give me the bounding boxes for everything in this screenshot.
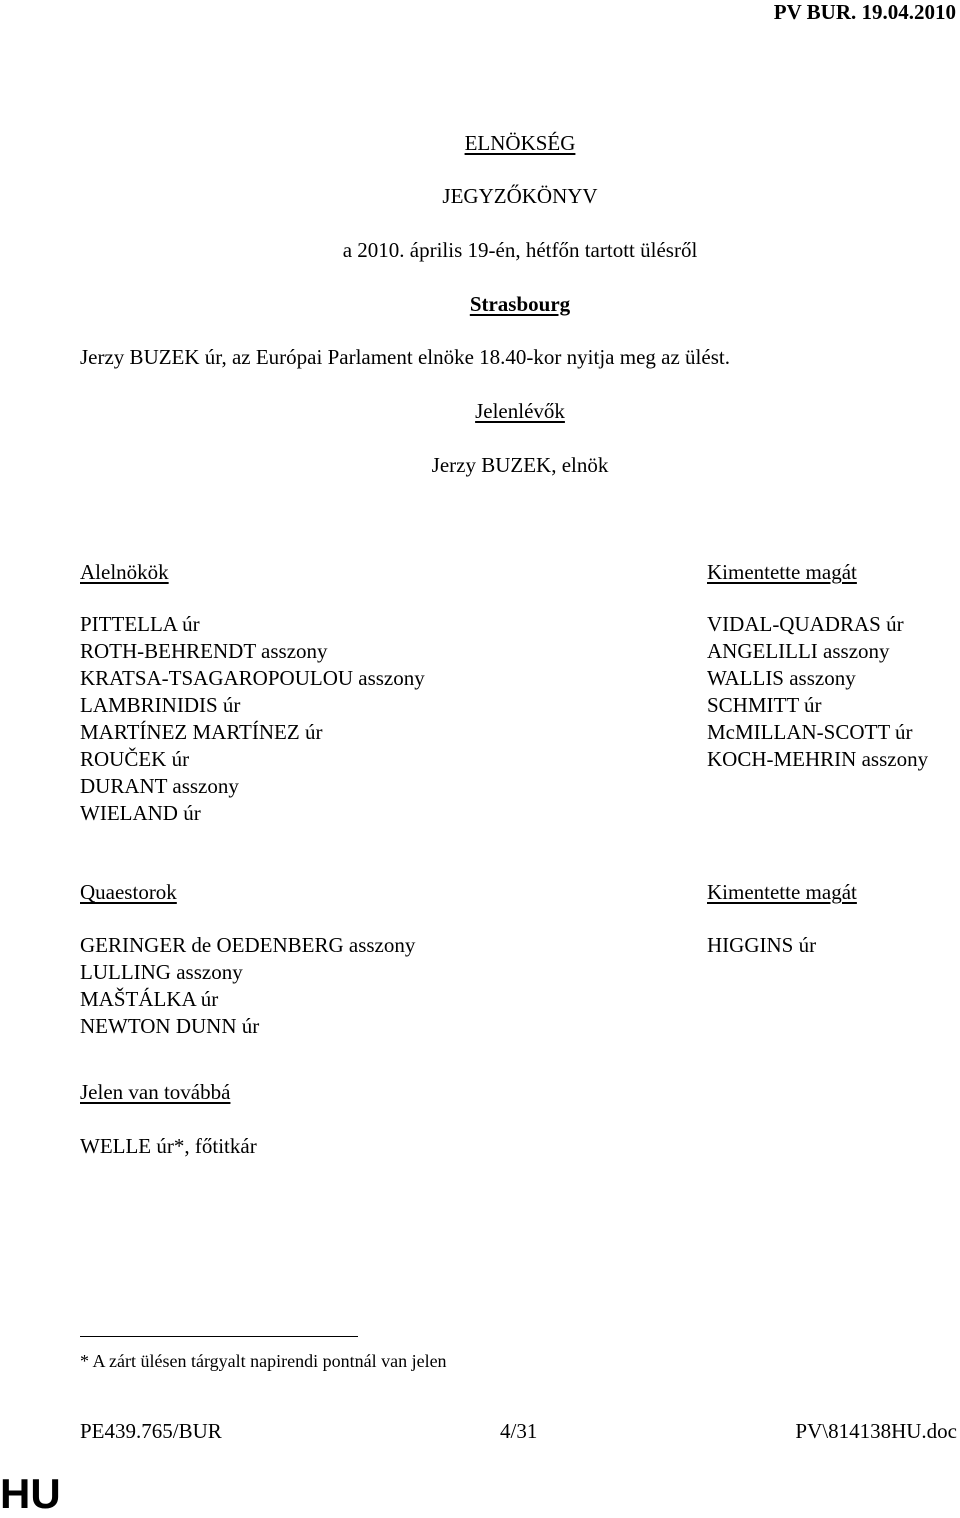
quaestors-excused-heading: Kimentette magát bbox=[707, 880, 857, 904]
list-item: KOCH-MEHRIN asszony bbox=[707, 747, 929, 771]
document-type: JEGYZŐKÖNYV bbox=[442, 184, 598, 208]
list-item: LAMBRINIDIS úr bbox=[80, 693, 241, 717]
list-item: WALLIS asszony bbox=[707, 666, 856, 690]
list-item: NEWTON DUNN úr bbox=[80, 1014, 260, 1038]
quaestors-heading: Quaestorok bbox=[80, 880, 177, 904]
list-item: LULLING asszony bbox=[80, 960, 243, 984]
footer-document-number: PE439.765/BUR bbox=[80, 1419, 222, 1443]
vice-presidents-heading: Alelnökök bbox=[80, 560, 169, 584]
meeting-date: a 2010. április 19-én, hétfőn tartott ülésről bbox=[342, 238, 698, 262]
language-code: HU bbox=[0, 1470, 61, 1517]
list-item: KRATSA-TSAGAROPOULOU asszony bbox=[80, 666, 425, 690]
list-item: MAŠTÁLKA úr bbox=[80, 987, 219, 1011]
list-item: DURANT asszony bbox=[80, 774, 239, 798]
list-item: SCHMITT úr bbox=[707, 693, 822, 717]
footnote: * A zárt ülésen tárgyalt napirendi pontnál van jelen bbox=[80, 1351, 447, 1371]
opening-statement: Jerzy BUZEK úr, az Európai Parlament elnöke 18.40-kor nyitja meg az ülést. bbox=[80, 345, 730, 369]
list-item: PITTELLA úr bbox=[80, 612, 200, 636]
list-item: MARTÍNEZ MARTÍNEZ úr bbox=[80, 720, 323, 744]
footnote-divider bbox=[80, 1336, 358, 1337]
header-reference: PV BUR. 19.04.2010 bbox=[773, 0, 956, 24]
vice-presidents-list bbox=[80, 611, 425, 827]
list-item: GERINGER de OEDENBERG asszony bbox=[80, 933, 416, 957]
vice-presidents-excused-list bbox=[707, 611, 928, 773]
list-item: VIDAL-QUADRAS úr bbox=[707, 612, 904, 636]
footer-page-number: 4/31 bbox=[500, 1419, 538, 1443]
footer-file-name: PV\814138HU.doc bbox=[795, 1419, 957, 1443]
quaestors-list bbox=[80, 932, 415, 1040]
list-item: WIELAND úr bbox=[80, 801, 201, 825]
present-heading: Jelenlévők bbox=[475, 399, 565, 423]
list-item: McMILLAN-SCOTT úr bbox=[707, 720, 913, 744]
vice-presidents-excused-heading: Kimentette magát bbox=[707, 560, 857, 584]
secretary-general-line: WELLE úr*, főtitkár bbox=[80, 1134, 257, 1158]
list-item: ROUČEK úr bbox=[80, 747, 190, 771]
president-line: Jerzy BUZEK, elnök bbox=[431, 453, 609, 477]
list-item: ANGELILLI asszony bbox=[707, 639, 890, 663]
quaestors-excused-list bbox=[707, 932, 816, 959]
body-title: ELNÖKSÉG bbox=[464, 131, 576, 155]
list-item: HIGGINS úr bbox=[707, 933, 817, 957]
list-item: ROTH-BEHRENDT asszony bbox=[80, 639, 328, 663]
also-present-heading: Jelen van továbbá bbox=[80, 1080, 231, 1104]
meeting-place: Strasbourg bbox=[469, 292, 571, 316]
